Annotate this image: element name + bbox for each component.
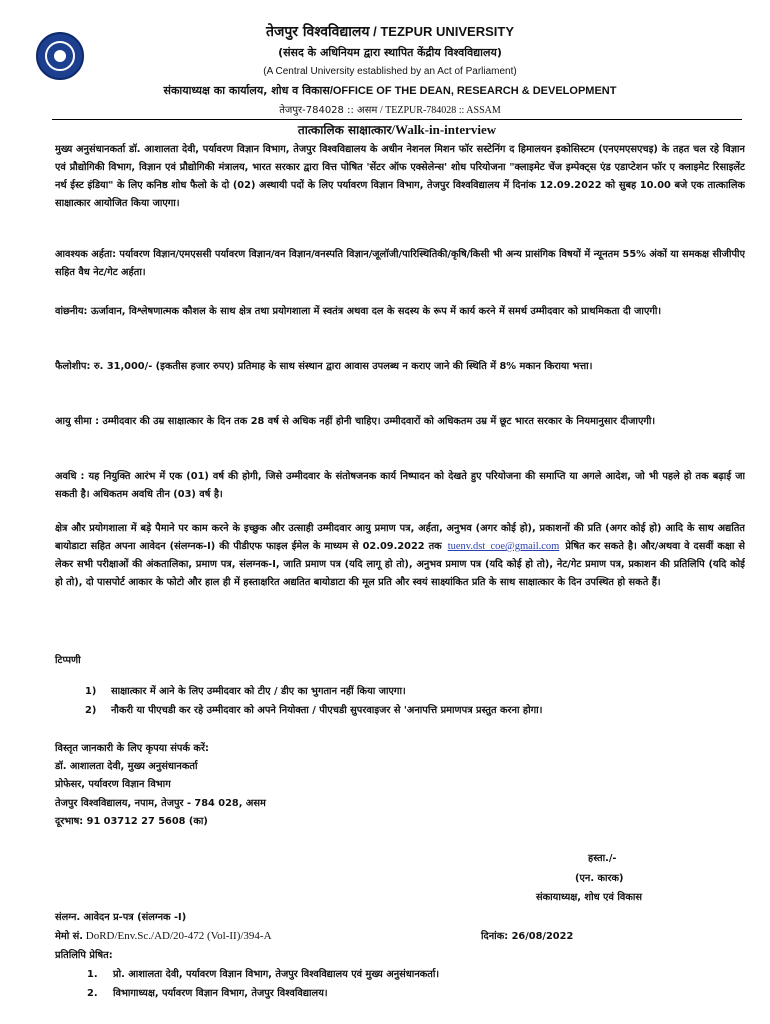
signatory-designation: संकायाध्यक्ष, शोध एवं विकास xyxy=(536,892,643,903)
enclosure-line: संलग्न. आवेदन प्र-पत्र (संलग्नक -I) xyxy=(55,912,187,923)
note-item: 2) नौकरी या पीएचडी कर रहे उम्मीदवार को अपने नियोक्ता / पीएचडी सुपरवाइजर से 'अनापत्ति प्रमाणपत्र प्रस्तुत करना होगा। xyxy=(85,705,543,716)
application-paragraph: क्षेत्र और प्रयोगशाला में बड़े पैमाने पर काम करने के इच्छुक और उत्साही उम्मीदवार आयु प्रमाण पत्र, अर्हता, अनुभव (अगर कोई हो), प्रकाशनों की प्रति (अगर कोई हो) आदि के साथ अद्यतित बायोडाटा सहित अपना आवेदन (संलग्नक-I) की पीडीएफ फाइल ईमेल के माध्यम से 02.09.2022 तक tuenv.dst_coe@gmail.com प्रेषित कर सकते है। और/अथवा वे दसवीं कक्षा से लेकर सभी परीक्षाओं की अंकतालिका, प्रमाण पत्र, संलग्नक-I, जाति प्रमाण पत्र (यदि लागू हो तो), अनुभव प्रमाण पत्र (यदि कोई हो तो), नेट/गेट प्रमाण पत्र, प्रकाशन की प्रतिलिपि (यदि कोई हो तो), दो पासपोर्ट आकार के फोटो और हाल ही में हस्ताक्षरित अद्यतित बायोडाटा की मूल प्रति और स्वयं साक्ष्यांकित प्रति के साथ साक्षात्कार के दिन उपस्थित हो सकते हैं। xyxy=(55,523,745,588)
age-limit-paragraph: आयु सीमा : उम्मीदवार की उम्र साक्षात्कार के दिन तक 28 वर्ष से अधिक नहीं होनी चाहिए। उम्मीदवारों को अधिकतम उम्र में छूट भारत सरकार के नियमानुसार दीजाएगी। xyxy=(55,416,656,427)
signatory-name: (एन. कारक) xyxy=(575,873,624,884)
contact-address: तेजपुर विश्वविद्यालय, नपाम, तेजपुर - 784 028, असम xyxy=(55,798,266,809)
contact-email-link[interactable]: tuenv.dst_coe@gmail.com xyxy=(447,541,560,552)
memo-date: दिनांक: 26/08/2022 xyxy=(481,931,574,942)
intro-paragraph: मुख्य अनुसंधानकर्ता डॉ. आशालता देवी, पर्यावरण विज्ञान विभाग, तेजपुर विश्वविद्यालय के अधीन नेशनल मिशन फॉर सस्टेनिंग द हिमालयन इकोसिस्टम (एनएमएसएचइ) के तहत चल रहे विज्ञान एवं प्रौद्योगिकी विभाग, विज्ञान एवं प्रौद्योगिकी मंत्रालय, भारत सरकार द्वारा वित्त पोषित 'सेंटर ऑफ एक्सेलेन्स' शोध परियोजना "क्लाइमेट चेंज इम्पेक्ट्स एंड एडाप्टेशन फॉर ए क्लाइमेट रिसाइलेंट नर्थ ईस्ट इंडिया" के लिए कनिष्ठ शोध फैलो के दो (02) अस्थायी पदों के लिए पर्यावरण विज्ञान विभाग, तेजपुर विश्वविद्यालय में दिनांक 12.09.2022 को सुबह 10.00 बजे एक तात्कालिक साक्षात्कार आयोजित किया जाएगा। xyxy=(55,144,745,209)
university-seal-icon xyxy=(36,32,84,80)
university-subtitle-english: (A Central University established by an Act of Parliament) xyxy=(263,66,517,77)
qualification-paragraph: आवश्यक अर्हता: पर्यावरण विज्ञान/एमएससी पर्यावरण विज्ञान/वन विज्ञान/वनस्पति विज्ञान/जूलॉजी/पारिस्थितिकी/कृषि/किसी भी अन्य प्रासंगिक विषयों में न्यूनतम 55% अंकों या समकक्ष सीजीपीए सहित वैध नेट/गेट अर्हता। xyxy=(55,249,745,278)
desirable-paragraph: वांछनीय: ऊर्जावान, विश्लेषणात्मक कौशल के साथ क्षेत्र तथा प्रयोगशाला में स्वतंत्र अथवा दल के सदस्य के रूप में कार्य करने में समर्थ उम्मीदवार को प्राथमिकता दी जाएगी। xyxy=(55,306,662,317)
office-address: तेजपुर-784028 :: असम / TEZPUR-784028 :: ASSAM xyxy=(279,105,501,116)
contact-designation: प्रोफेसर, पर्यावरण विज्ञान विभाग xyxy=(55,779,171,790)
copy-to-heading: प्रतिलिपि प्रेषित: xyxy=(55,950,113,961)
university-title: तेजपुर विश्वविद्यालय / TEZPUR UNIVERSITY xyxy=(265,24,514,40)
university-subtitle-hindi: (संसद के अधिनियम द्वारा स्थापित केंद्रीय विश्वविद्यालय) xyxy=(278,46,502,59)
contact-name: डॉ. आशालता देवी, मुख्य अनुसंधानकर्ता xyxy=(55,761,198,772)
duration-paragraph: अवधि : यह नियुक्ति आरंभ में एक (01) वर्ष की होगी, जिसे उम्मीदवार के संतोषजनक कार्य निष्पादन को देखते हुए परियोजना की समाप्ति या अगले आदेश, जो भी पहले हो तक बढ़ाई जा सकती है। अधिकतम अवधि तीन (03) वर्ष है। xyxy=(55,471,745,500)
copy-recipient: 2. विभागाध्यक्ष, पर्यावरण विज्ञान विभाग, तेजपुर विश्वविद्यालय। xyxy=(87,988,328,999)
contact-intro: विस्तृत जानकारी के लिए कृपया संपर्क करें: xyxy=(55,743,209,754)
header-divider xyxy=(52,119,742,120)
office-name: संकायाध्यक्ष का कार्यालय, शोध व विकास/OFFICE OF THE DEAN, RESEARCH & DEVELOPMENT xyxy=(163,84,617,97)
contact-phone: दूरभाष: 91 03712 27 5608 (का) xyxy=(55,816,208,827)
memo-number: मेमो सं. DoRD/Env.Sc./AD/20-472 (Vol-II)/394-A xyxy=(55,930,272,942)
note-item: 1) साक्षात्कार में आने के लिए उम्मीदवार को टीए / डीए का भुगतान नहीं किया जाएगा। xyxy=(85,686,406,697)
signature-mark: हस्ता./- xyxy=(588,853,617,864)
copy-recipient: 1. प्रो. आशालता देवी, पर्यावरण विज्ञान विभाग, तेजपुर विश्वविद्यालय एवं मुख्य अनुसंधानकर्ता। xyxy=(87,969,440,980)
notes-heading: टिप्पणी xyxy=(55,655,81,666)
fellowship-paragraph: फैलोशीप: रु. 31,000/- (इकतीस हजार रुपए) प्रतिमाह के साथ संस्थान द्वारा आवास उपलब्ध न कराए जाने की स्थिति में 8% मकान किराया भत्ता। xyxy=(55,361,593,372)
notice-heading: तात्कालिक साक्षात्कार/Walk-in-interview xyxy=(297,122,497,137)
